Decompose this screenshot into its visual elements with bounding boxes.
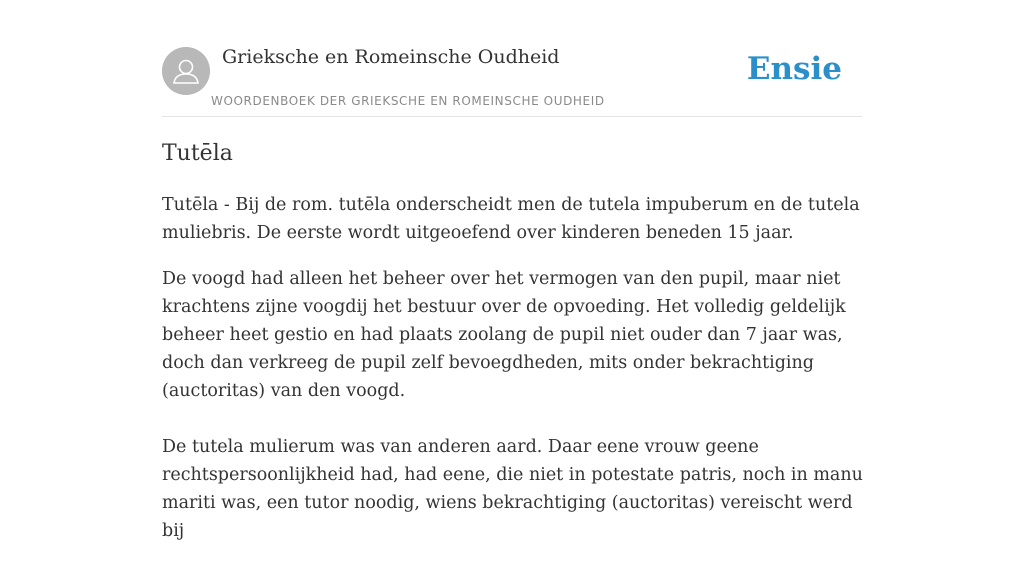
entry-paragraph-1: Tutēla - Bij de rom. tutēla onderscheidt men de tutela impuberum en de tutela muliebris. De eerste wordt uitgeoefend over kinderen beneden 15 jaar. — [162, 195, 860, 243]
source-avatar[interactable] — [162, 47, 210, 95]
entry-paragraph-2: De voogd had alleen het beheer over het vermogen van den pupil, maar niet krachtens zijne voogdij het bestuur over de opvoeding. Het volledig geldelijk beheer heet gestio en had plaats zoolang de pupil niet ouder dan 7 jaar was, doch dan verkreeg de pupil zelf bevoegdheden, mits onder bekrachtiging (auctoritas) van den voogd. — [162, 269, 846, 401]
source-header — [162, 0, 862, 117]
page-container — [162, 0, 863, 541]
entry-paragraph-3: De tutela mulierum was van anderen aard. Daar eene vrouw geene rechtspersoonlijkheid had, had eene, die niet in potestate patris, noch in manu mariti was, een tutor noodig, wiens bekrachtiging (auctoritas) vereischt werd bij — [162, 437, 863, 541]
entry-content — [162, 191, 867, 563]
user-icon — [162, 47, 210, 95]
source-subtitle: WOORDENBOEK DER GRIEKSCHE EN ROMEINSCHE OUDHEID — [211, 94, 605, 108]
ensie-logo-link[interactable]: Ensie — [746, 51, 842, 87]
entry-title: Tutēla — [162, 141, 233, 166]
source-title-link[interactable]: Grieksche en Romeinsche Oudheid — [222, 46, 560, 68]
